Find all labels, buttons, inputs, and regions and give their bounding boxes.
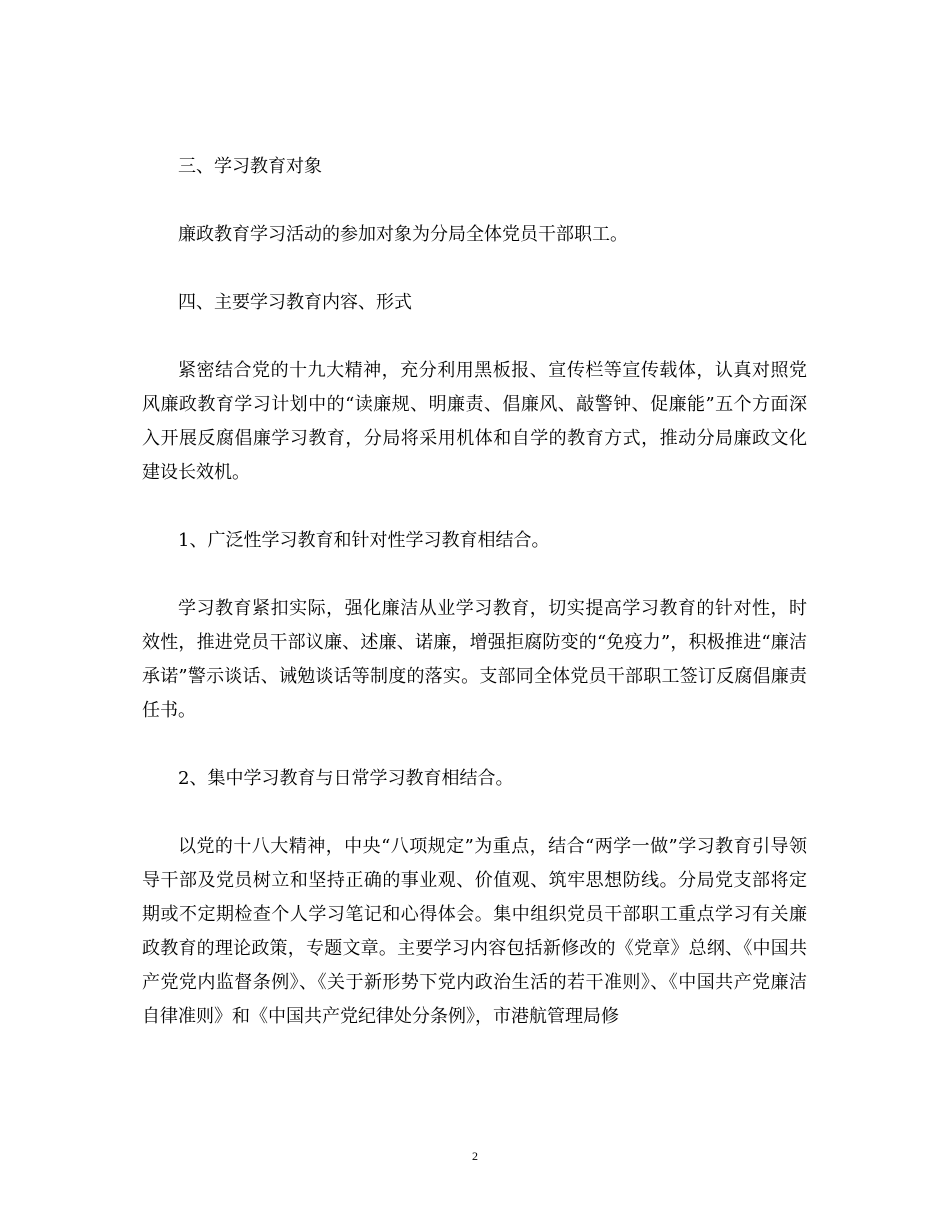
subheading-2: 2、集中学习教育与日常学习教育相结合。 — [178, 768, 514, 789]
paragraph-study-content: 以党的十八大精神，中央“八项规定”为重点，结合“两学一做”学习教育引导领导干部及党员树立和坚持正确的事业观、价值观、筑牢思想防线。分局党支部将定期或不定期检查个人学习笔记和心得体会。集中组织党员干部职工重点学习有关廉政教育的理论政策，专题文章。主要学习内容包括新修改的《党章》总纲、《中国共产党党内监督条例》、《关于新形势下党内政治生活的若干准则》、《中国共产党廉洁自律准则》和《中国共产党纪律处分条例》，市港航管理局修 — [142, 836, 807, 1027]
document-body — [142, 150, 807, 1034]
paragraph-participants: 廉政教育学习活动的参加对象为分局全体党员干部职工。 — [178, 224, 628, 245]
page-number: 2 — [472, 1149, 478, 1163]
section-heading-3: 三、学习教育对象 — [178, 156, 322, 177]
subheading-1: 1、广泛性学习教育和针对性学习教育相结合。 — [178, 530, 550, 551]
section-heading-4: 四、主要学习教育内容、形式 — [178, 292, 412, 313]
paragraph-education-practice: 学习教育紧扣实际，强化廉洁从业学习教育，切实提高学习教育的针对性，时效性，推进党员干部议廉、述廉、诺廉，增强拒腐防变的“免疫力”，积极推进“廉洁承诺”警示谈话、诫勉谈话等制度的落实。支部同全体党员干部职工签订反腐倡廉责任书。 — [142, 598, 807, 721]
paragraph-content-overview: 紧密结合党的十九大精神，充分利用黑板报、宣传栏等宣传载体，认真对照党风廉政教育学习计划中的“读廉规、明廉责、倡廉风、敲警钟、促廉能”五个方面深入开展反腐倡廉学习教育，分局将采用机体和自学的教育方式，推动分局廉政文化建设长效机。 — [142, 360, 807, 483]
